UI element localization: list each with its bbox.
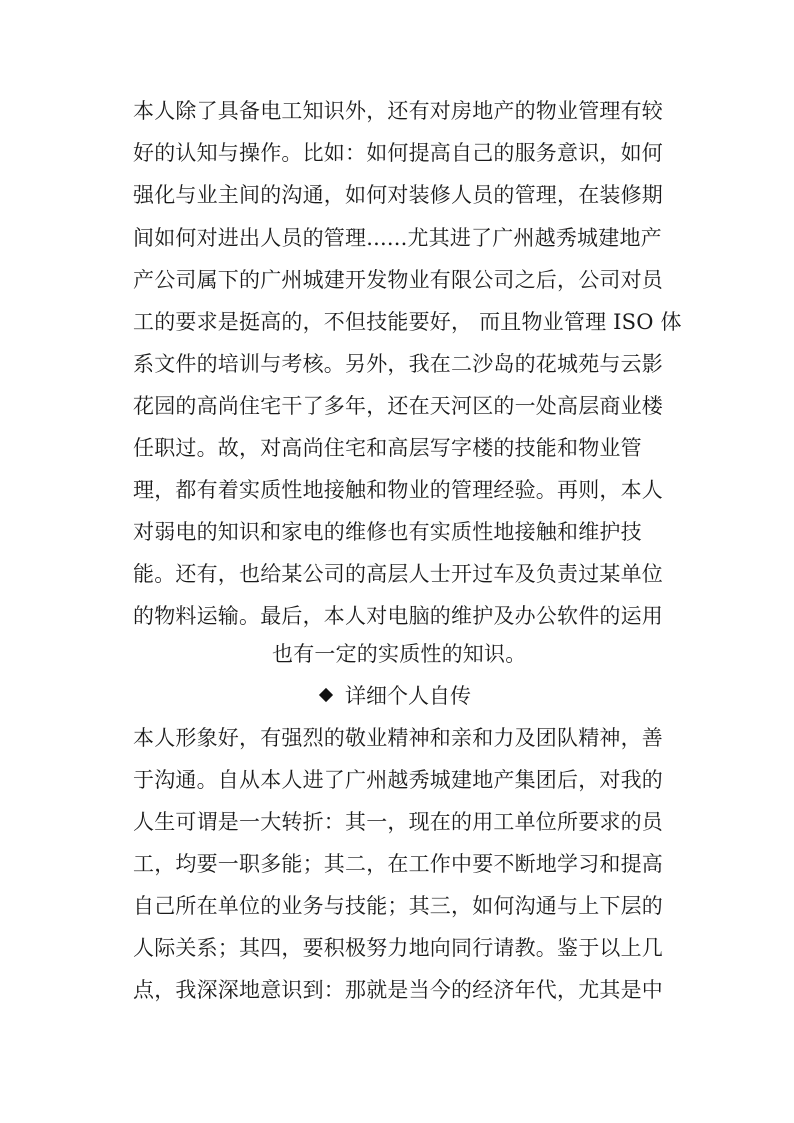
diamond-bullet-icon (319, 688, 333, 702)
paragraph1-line-5: 产公司属下的广州城建开发物业有限公司之后，公司对员 (133, 268, 663, 292)
paragraph1-line-9: 任职过。故，对高尚住宅和高层写字楼的技能和物业管 (133, 436, 642, 460)
paragraph2-line-3: 人生可谓是一大转折：其一，现在的用工单位所要求的员 (133, 810, 663, 834)
paragraph1-line-2: 好的认知与操作。比如：如何提高自己的服务意识，如何 (133, 141, 663, 165)
paragraph1-line-7: 系文件的培训与考核。另外，我在二沙岛的花城苑与云影 (133, 352, 663, 376)
paragraph2-line-2: 于沟通。自从本人进了广州越秀城建地产集团后，对我的 (133, 768, 663, 792)
paragraph1-line-13: 的物料运输。最后，本人对电脑的维护及办公软件的运用 (133, 604, 663, 628)
paragraph2-line-1: 本人形象好，有强烈的敬业精神和亲和力及团队精神，善 (133, 726, 663, 750)
paragraph1-line-4: 间如何对进出人员的管理......尤其进了广州越秀城建地产 (133, 226, 662, 250)
section-heading-text: 详细个人自传 (345, 684, 471, 708)
section-heading (321, 683, 471, 709)
paragraph1-line-10: 理，都有着实质性地接触和物业的管理经验。再则，本人 (133, 478, 663, 502)
paragraph2-line-5: 自己所在单位的业务与技能；其三，如何沟通与上下层的 (133, 894, 663, 918)
paragraph1-line-1: 本人除了具备电工知识外，还有对房地产的物业管理有较 (133, 99, 663, 123)
paragraph2-line-7: 点，我深深地意识到：那就是当今的经济年代，尤其是中 (133, 978, 663, 1002)
paragraph1-line-6: 工的要求是挺高的，不但技能要好， 而且物业管理 ISO 体 (133, 310, 682, 334)
paragraph2-line-4: 工，均要一职多能；其二，在工作中要不断地学习和提高 (133, 852, 663, 876)
paragraph1-line-14: 也有一定的实质性的知识。 (272, 642, 527, 666)
paragraph1-line-3: 强化与业主间的沟通，如何对装修人员的管理，在装修期 (133, 183, 663, 207)
paragraph2-line-6: 人际关系；其四，要积极努力地向同行请教。鉴于以上几 (133, 936, 663, 960)
paragraph1-line-12: 能。还有，也给某公司的高层人士开过车及负责过某单位 (133, 562, 663, 586)
paragraph1-line-8: 花园的高尚住宅干了多年，还在天河区的一处高层商业楼 (133, 394, 663, 418)
paragraph1-line-11: 对弱电的知识和家电的维修也有实质性地接触和维护技 (133, 520, 642, 544)
